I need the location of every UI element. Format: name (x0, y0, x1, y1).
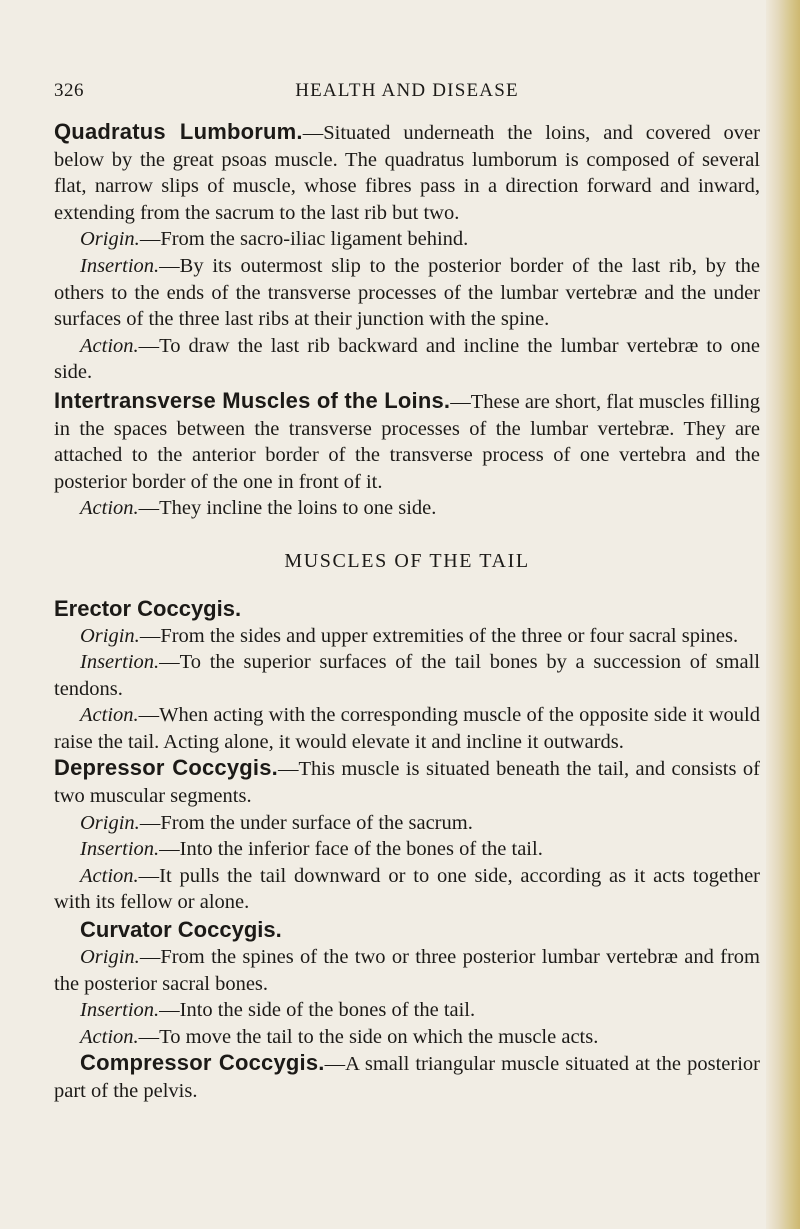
depressor-insertion (54, 836, 760, 863)
action-label: Action. (80, 704, 139, 727)
intertransverse-action (54, 495, 760, 522)
action-text: —To move the tail to the side on which the muscle acts. (138, 1025, 599, 1048)
insertion-text: —To the superior surfaces of the tail bones by a succession of small tendons. (54, 651, 760, 700)
action-label: Action. (80, 497, 139, 520)
curvator-insertion (54, 997, 760, 1024)
insertion-label: Insertion. (80, 999, 160, 1022)
erector-heading: Erector Coccygis. (54, 595, 242, 621)
insertion-label: Insertion. (80, 651, 160, 674)
page-edge-shading (766, 0, 800, 1229)
quadratus-origin (54, 226, 760, 253)
curvator-heading: Curvator Coccygis. (80, 917, 282, 943)
origin-text: —From the under surface of the sacrum. (139, 811, 473, 834)
action-text: —They incline the loins to one side. (138, 497, 437, 520)
depressor-heading: Depressor Coccygis. (54, 755, 278, 781)
curvator-origin (54, 944, 760, 997)
insertion-label: Insertion. (80, 838, 160, 861)
quadratus-action (54, 333, 760, 386)
action-text: —When acting with the corresponding muscle of the opposite side it would raise the tail. Acting alone, it would elevate it and incline it outwards. (54, 704, 760, 753)
quadratus-text: —Situated underneath the loins, and covered over below by the great psoas muscle. The quadratus lumborum is composed of several flat, narrow slips of muscle, whose fibres pass in a direction forward and inward, extending from the sacrum to the last rib but two. (54, 122, 760, 224)
quadratus-insertion (54, 253, 760, 333)
section-title: MUSCLES OF THE TAIL (284, 549, 530, 572)
depressor-origin (54, 810, 760, 837)
curvator-action (54, 1024, 760, 1051)
depressor-action (54, 863, 760, 916)
quadratus-paragraph (54, 119, 760, 226)
action-label: Action. (80, 334, 139, 357)
origin-label: Origin. (80, 811, 140, 834)
erector-insertion (54, 649, 760, 702)
origin-label: Origin. (80, 946, 140, 969)
action-text: —It pulls the tail downward or to one side, according as it acts together with its fellow or alone. (54, 864, 760, 914)
action-text: —To draw the last rib backward and incline the lumbar vertebræ to one side. (54, 334, 760, 384)
page-header (54, 80, 760, 104)
compressor-paragraph (54, 1050, 760, 1104)
insertion-text: —Into the inferior face of the bones of the tail. (159, 838, 543, 861)
erector-action (54, 702, 760, 755)
quadratus-heading: Quadratus Lumborum. (54, 119, 303, 144)
insertion-text: —Into the side of the bones of the tail. (159, 999, 476, 1022)
compressor-heading: Compressor Coccygis. (80, 1050, 325, 1076)
origin-text: —From the sides and upper extremities of the three or four sacral spines. (139, 624, 739, 647)
compressor-text: —A small triangular muscle situated at the posterior part of the pelvis. (54, 1053, 760, 1102)
intertransverse-paragraph (54, 388, 760, 495)
origin-label: Origin. (80, 228, 140, 251)
origin-text: —From the sacro-iliac ligament behind. (139, 228, 469, 251)
running-title: HEALTH AND DISEASE (295, 80, 519, 101)
depressor-paragraph (54, 755, 760, 809)
action-label: Action. (80, 864, 139, 887)
origin-text: —From the spines of the two or three posterior lumbar vertebræ and from the posterior sacral bones. (54, 946, 760, 995)
insertion-text: —By its outermost slip to the posterior border of the last rib, by the others to the ends of the transverse processes of the lumbar vertebræ and the under surfaces of the three last ribs at their junction with the spine. (54, 254, 760, 331)
depressor-text: —This muscle is situated beneath the tail, and consists of two muscular segments. (54, 758, 760, 808)
erector-origin (54, 623, 760, 650)
page-number: 326 (54, 80, 84, 101)
insertion-label: Insertion. (80, 254, 160, 277)
action-label: Action. (80, 1025, 139, 1048)
page-body (54, 119, 760, 1105)
origin-label: Origin. (80, 624, 140, 647)
intertransverse-text: —These are short, flat muscles filling in the spaces between the transverse processes of the lumbar vertebræ. They are attached to the anterior border of the transverse process of one vertebra and the posterior border of the one in front of it. (54, 390, 760, 493)
intertransverse-heading: Intertransverse Muscles of the Loins. (54, 387, 451, 413)
